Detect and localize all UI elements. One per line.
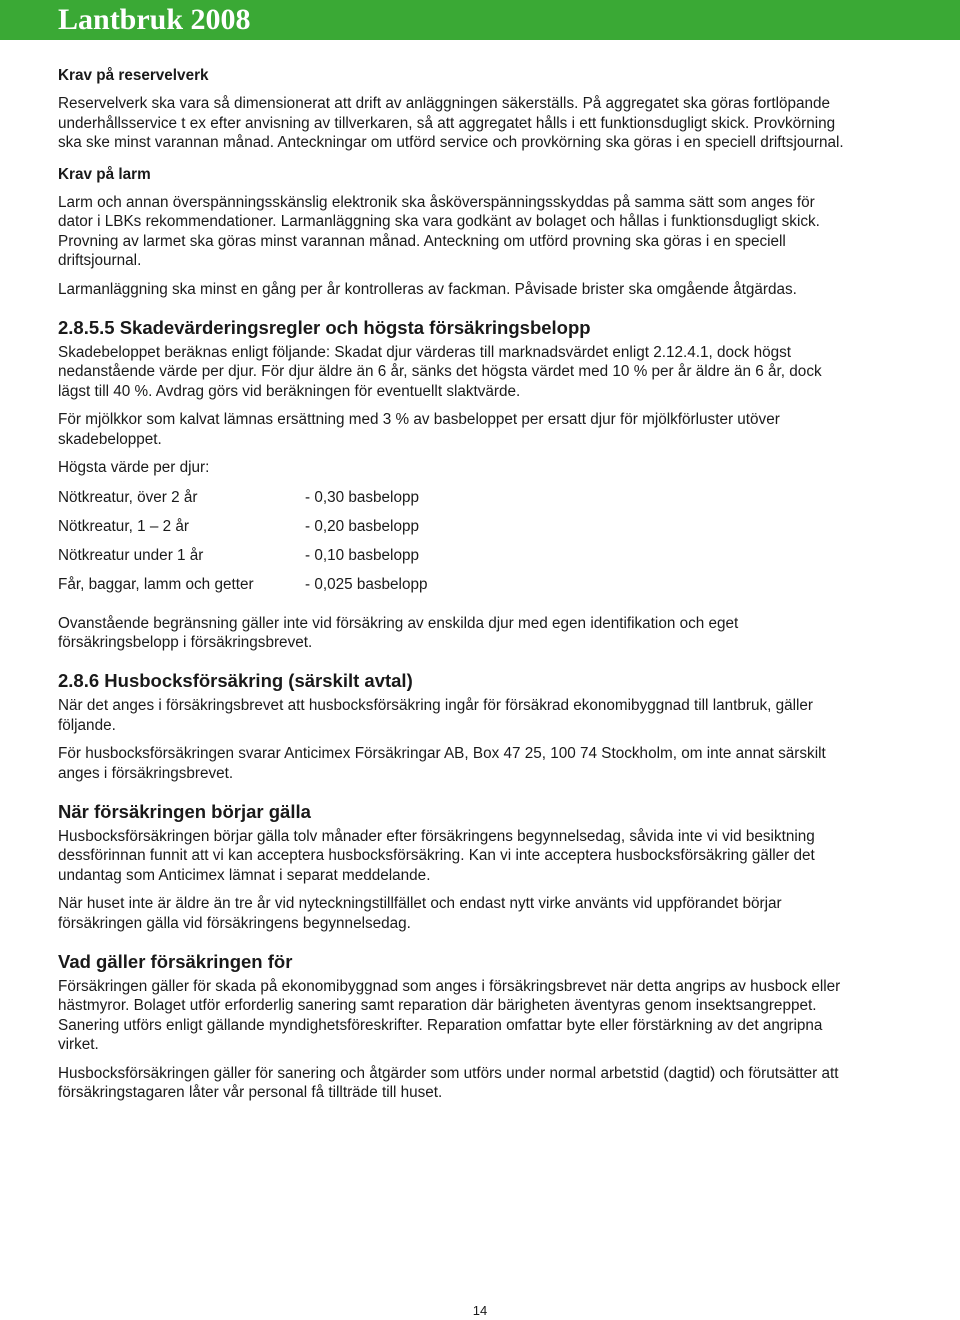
- animal-value: - 0,20 basbelopp: [305, 517, 419, 535]
- paragraph-skadevardering-2: För mjölkkor som kalvat lämnas ersättning med 3 % av basbeloppet per ersatt djur för mjölkförluster utöver skadebeloppet.: [58, 411, 780, 448]
- paragraph-borjar-2: När huset inte är äldre än tre år vid nyteckningstillfället och endast nytt virke använts vid uppförandet börjar försäkringen gälla vid försäkringens begynnelsedag.: [58, 895, 782, 932]
- heading-skadevardering: 2.8.5.5 Skadevärderingsregler och högsta försäkringsbelopp: [58, 317, 591, 339]
- animal-label: Får, baggar, lamm och getter: [58, 575, 254, 593]
- animal-value: - 0,025 basbelopp: [305, 575, 428, 593]
- list-item: [58, 517, 908, 546]
- list-intro: Högsta värde per djur:: [58, 459, 210, 477]
- list-item: [58, 488, 908, 517]
- heading-reservelverk: Krav på reservelverk: [58, 67, 209, 84]
- paragraph-husbock-2: För husbocksförsäkringen svarar Anticimex Försäkringar AB, Box 47 25, 100 74 Stockholm, om inte annat särskilt anges i försäkringsbrevet.: [58, 745, 826, 782]
- animal-value: - 0,10 basbelopp: [305, 546, 419, 564]
- document-title: Lantbruk 2008: [58, 3, 251, 36]
- heading-galler: Vad gäller försäkringen för: [58, 950, 293, 972]
- paragraph-galler-2: Husbocksförsäkringen gäller för sanering och åtgärder som utförs under normal arbetstid (dagtid) och förutsätter att försäkringstagaren låter vår personal få tillträde till huset.: [58, 1064, 839, 1101]
- value-list: [58, 488, 908, 604]
- paragraph-skadevardering-3: Ovanstående begränsning gäller inte vid försäkring av enskilda djur med egen identifikation och eget försäkringsbelopp i försäkringsbrevet.: [58, 614, 739, 651]
- paragraph-reservelverk: Reservelverk ska vara så dimensionerat att drift av anläggningen säkerställs. På aggregatet ska göras fortlöpande underhållsservice t ex efter anvisning av tillverkaren, så att aggregatet hålls i ett funktionsdugligt skick. Provkörning ska ske minst varannan månad. Anteckningar om utförd service och provkörning ska göras i en speciell driftsjournal.: [58, 95, 844, 152]
- paragraph-skadevardering-1: Skadebeloppet beräknas enligt följande: Skadat djur värderas till marknadsvärdet enligt 2.12.4.1, dock högst nedanstående värde per djur. För djur äldre än 6 år, sänks det högsta värdet med 10 % per år äldre än 6 år, dock lägst till 40 %. Avdrag görs vid beräkningen för eventuellt slaktvärde.: [58, 344, 822, 400]
- heading-husbock: 2.8.6 Husbocksförsäkring (särskilt avtal): [58, 670, 413, 692]
- animal-label: Nötkreatur, över 2 år: [58, 488, 198, 506]
- animal-value: - 0,30 basbelopp: [305, 488, 419, 506]
- heading-larm: Krav på larm: [58, 165, 151, 183]
- page-content: [58, 66, 908, 1102]
- animal-label: Nötkreatur under 1 år: [58, 546, 204, 564]
- list-item: [58, 575, 908, 604]
- paragraph-husbock-1: När det anges i försäkringsbrevet att husbocksförsäkring ingår för försäkrad ekonomibyggnad till lantbruk, gäller följande.: [58, 697, 814, 734]
- page-number: 14: [472, 1303, 488, 1318]
- paragraph-galler-1: Försäkringen gäller för skada på ekonomibyggnad som anges i försäkringsbrevet när detta angrips av husbock eller hästmyror. Bolaget utför erforderlig sanering samt reparation där bärigheten äventyras genom insektsangreppet. Sanering utförs enligt gällande myndighetsföreskrifter. Reparation omfattar byte eller förstärkning av det angripna virket.: [58, 977, 841, 1054]
- paragraph-larm-1: Larm och annan överspänningsskänslig elektronik ska åsköverspänningsskyddas på samma sätt som anges för dator i LBKs rekommendationer. Larmanläggning ska vara godkänt av bolaget och hållas i funktionsdugligt skick. Provning av larmet ska göras minst varannan månad. Anteckning om utförd provning ska göras i en speciell driftsjournal.: [58, 194, 820, 270]
- list-item: [58, 546, 908, 575]
- heading-borjar: När försäkringen börjar gälla: [58, 800, 311, 822]
- animal-label: Nötkreatur, 1 – 2 år: [58, 517, 189, 535]
- paragraph-borjar-1: Husbocksförsäkringen börjar gälla tolv månader efter försäkringens begynnelsedag, såvida inte vi vid besiktning dessförinnan funnit att vi kan acceptera husbocksförsäkring. Kan vi inte acceptera husbocksförsäkring gäller det undantag som Anticimex lämnat i separat meddelande.: [58, 827, 815, 884]
- paragraph-larm-2: Larmanläggning ska minst en gång per år kontrolleras av fackman. Påvisade brister ska omgående åtgärdas.: [58, 280, 797, 298]
